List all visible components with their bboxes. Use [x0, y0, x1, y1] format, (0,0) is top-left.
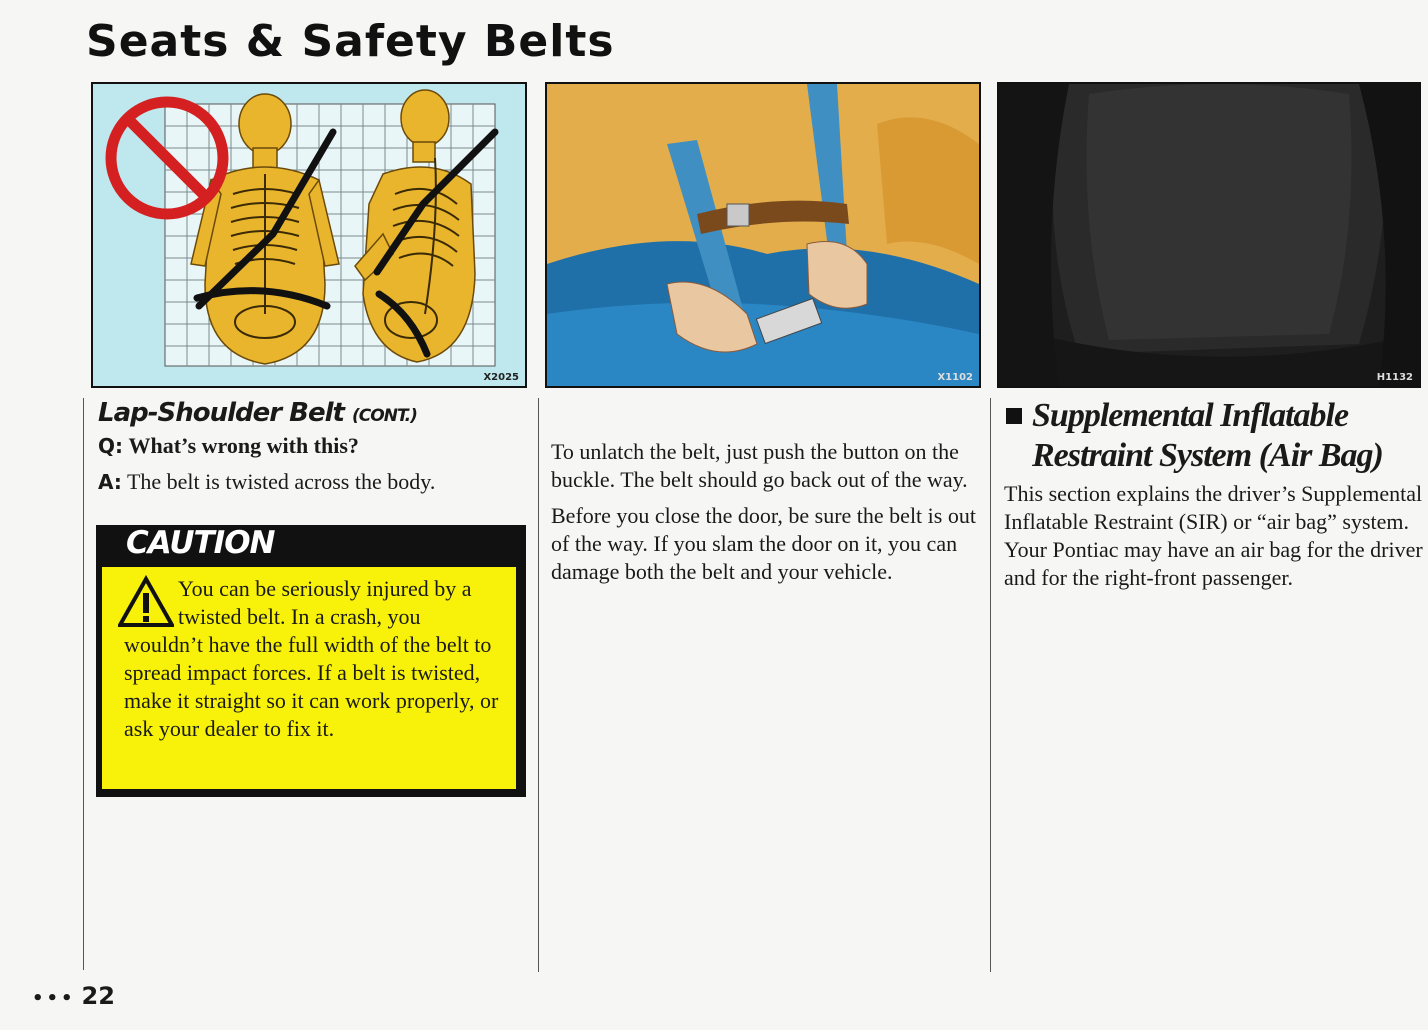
paragraph: Before you close the door, be sure the belt is out of the way. If you slam the door on it, you can damage both the belt and your vehicle. [551, 503, 976, 584]
caution-title: CAUTION [126, 525, 275, 561]
caution-text: You can be seriously injured by a twisted belt. In a crash, you wouldn’t have the full width of the belt to spread impact forces. If a belt is twisted, make it straight so it can work properly, or ask your dealer to fix it. [124, 576, 499, 741]
air-bag-steering-wheel-photo [997, 82, 1421, 388]
caution-box [96, 525, 526, 797]
paragraph: To unlatch the belt, just push the button on the buckle. The belt should go back out of the way. [551, 439, 968, 492]
column-divider [990, 398, 991, 972]
twisted-belt-illustration [91, 82, 527, 388]
column-divider [83, 398, 84, 970]
column-air-bag [1004, 396, 1424, 600]
paragraph: This section explains the driver’s Supplemental Inflatable Restraint (SIR) or “air bag” system. Your Pontiac may have an air bag for the driver and for the right-front passenger. [1004, 481, 1423, 590]
warning-triangle-icon [118, 575, 174, 631]
column-lap-shoulder-belt [98, 398, 526, 504]
column-divider [538, 398, 539, 972]
section-heading: Lap-Shoulder Belt (CONT.) [98, 398, 417, 428]
figure-code: X1102 [937, 372, 973, 383]
figure-code: H1132 [1376, 372, 1413, 383]
square-bullet-icon [1006, 408, 1022, 424]
caution-body [102, 567, 516, 789]
section-heading: Supplemental Inflatable Restraint System (Air Bag) [1004, 396, 1424, 476]
column-unlatch [551, 438, 979, 594]
page-title: Seats & Safety Belts [86, 16, 615, 67]
question: Q: What’s wrong with this? [98, 433, 359, 458]
page-number: ••• 22 [32, 982, 115, 1010]
answer: A: The belt is twisted across the body. [98, 469, 436, 494]
unlatch-belt-photo [545, 82, 981, 388]
figure-code: X2025 [483, 372, 519, 383]
